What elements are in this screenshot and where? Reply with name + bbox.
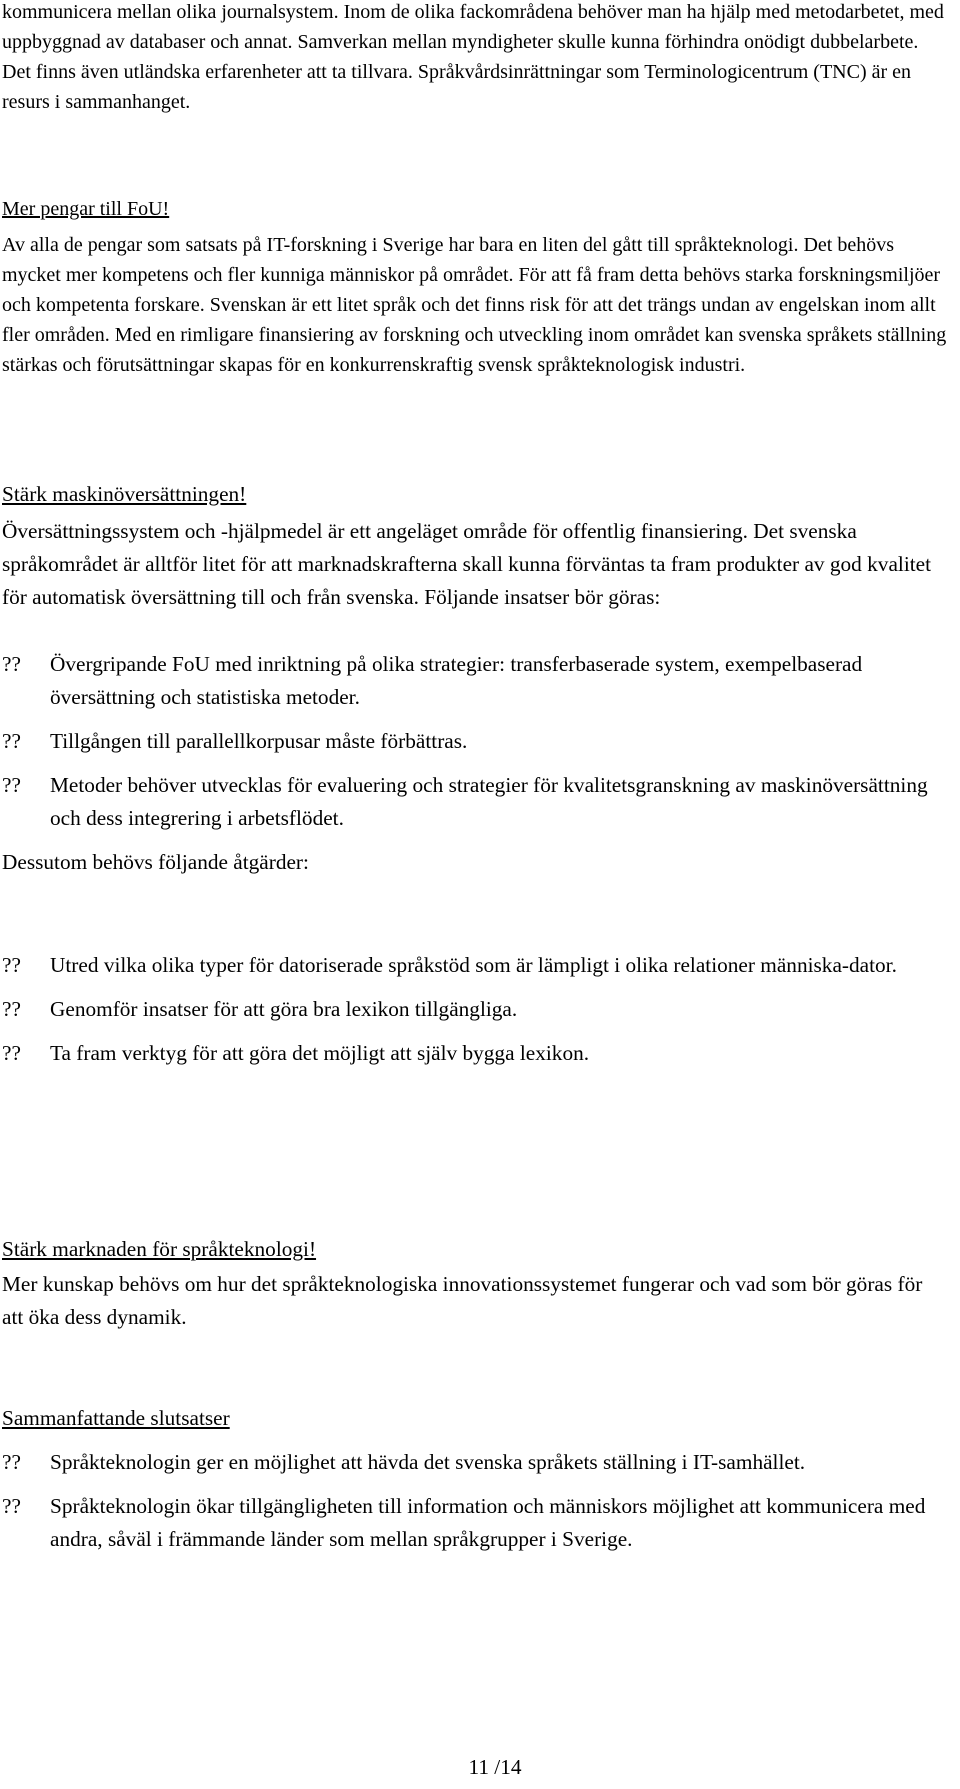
bullet-marker: ?? (2, 1041, 21, 1065)
section-fou (0, 230, 948, 380)
section-heading-summary: Sammanfattande slutsatser (2, 1406, 230, 1430)
list-item (0, 949, 948, 982)
intro-paragraph: kommunicera mellan olika journalsystem. Inom de olika fackområdena behöver man ha hjälp med metodarbetet, med uppbyggnad av databaser och annat. Samverkan mellan myndigheter skulle kunna förhindra onödigt dubbelarbete. Det finns även utländska erfarenheter att ta tillvara. Språkvårdsinrättningar som Terminologicentrum (TNC) är en resurs i sammanhanget. (2, 1, 944, 113)
bullet-marker: ?? (2, 953, 21, 977)
list-item (0, 993, 948, 1026)
list-item (0, 1037, 948, 1070)
list-item-text: Utred vilka olika typer för datoriserade språkstöd som är lämpligt i olika relationer människa-dator. (50, 953, 897, 977)
page-number: 11 /14 (468, 1755, 522, 1779)
bullet-marker: ?? (2, 997, 21, 1021)
bullet-marker: ?? (2, 773, 21, 797)
list-item-text: Övergripande FoU med inriktning på olika strategier: transferbaserade system, exempelbaserad översättning och statistiska metoder. (50, 652, 863, 709)
followup-intro: Dessutom behövs följande åtgärder: (2, 850, 309, 874)
section-mt-heading-wrap (0, 478, 246, 511)
section-fou-heading-wrap (0, 194, 169, 224)
page-footer (0, 1752, 960, 1782)
section-mt-followup-bullets (0, 949, 948, 1070)
bullet-marker: ?? (2, 652, 21, 676)
section-heading-market: Stärk marknaden för språkteknologi! (2, 1237, 317, 1261)
list-item-text: Ta fram verktyg för att göra det möjligt att själv bygga lexikon. (50, 1041, 590, 1065)
list-item (0, 648, 948, 714)
list-item (0, 769, 948, 835)
list-item-text: Språkteknologin ger en möjlighet att hävda det svenska språkets ställning i IT-samhället. (50, 1450, 806, 1474)
list-item (0, 1490, 948, 1556)
intro-block (0, 0, 948, 117)
section-mt-bullets (0, 648, 948, 879)
list-item (0, 725, 948, 758)
section-heading-mt: Stärk maskinöversättningen! (2, 482, 247, 506)
bullet-marker: ?? (2, 1494, 21, 1518)
list-item-text: Metoder behöver utvecklas för evaluering och strategier för kvalitetsgranskning av maskinöversättning och dess integrering i arbetsflödet. (50, 773, 928, 830)
list-item-text: Tillgången till parallellkorpusar måste förbättras. (50, 729, 468, 753)
section-summary-heading-wrap (0, 1402, 230, 1435)
section-fou-body: Av alla de pengar som satsats på IT-forskning i Sverige har bara en liten del gått till språkteknologi. Det behövs mycket mer kompetens och fler kunniga människor på området. För att få fram detta behövs starka forskningsmiljöer och kompetenta forskare. Svenskan är ett litet språk och det finns risk för att det trängs undan av engelskan inom allt fler områden. Med en rimligare finansiering av forskning och utveckling inom området kan svenska språkets ställning stärkas och förutsättningar skapas för en konkurrenskraftig svensk språkteknologisk industri. (2, 234, 947, 376)
section-mt-body: Översättningssystem och -hjälpmedel är ett angeläget område för offentlig finansiering. Det svenska språkområdet är alltför litet för att marknadskrafterna skall kunna förväntas ta fram produkter av god kvalitet för automatisk översättning till och från svenska. Följande insatser bör göras: (2, 519, 932, 609)
section-market-heading-wrap (0, 1233, 316, 1266)
section-summary-bullets (0, 1446, 948, 1556)
list-item-text: Språkteknologin ökar tillgängligheten till information och människors möjlighet att kommunicera med andra, såväl i främmande länder som mellan språkgrupper i Sverige. (50, 1494, 926, 1551)
section-market (0, 1268, 948, 1334)
list-item (0, 1446, 948, 1479)
bullet-marker: ?? (2, 729, 21, 753)
section-heading-fou: Mer pengar till FoU! (2, 198, 170, 220)
section-market-body: Mer kunskap behövs om hur det språkteknologiska innovationssystemet fungerar och vad som bör göras för att öka dess dynamik. (2, 1272, 923, 1329)
bullet-marker: ?? (2, 1450, 21, 1474)
section-mt (0, 515, 948, 614)
list-item-text: Genomför insatser för att göra bra lexikon tillgängliga. (50, 997, 518, 1021)
